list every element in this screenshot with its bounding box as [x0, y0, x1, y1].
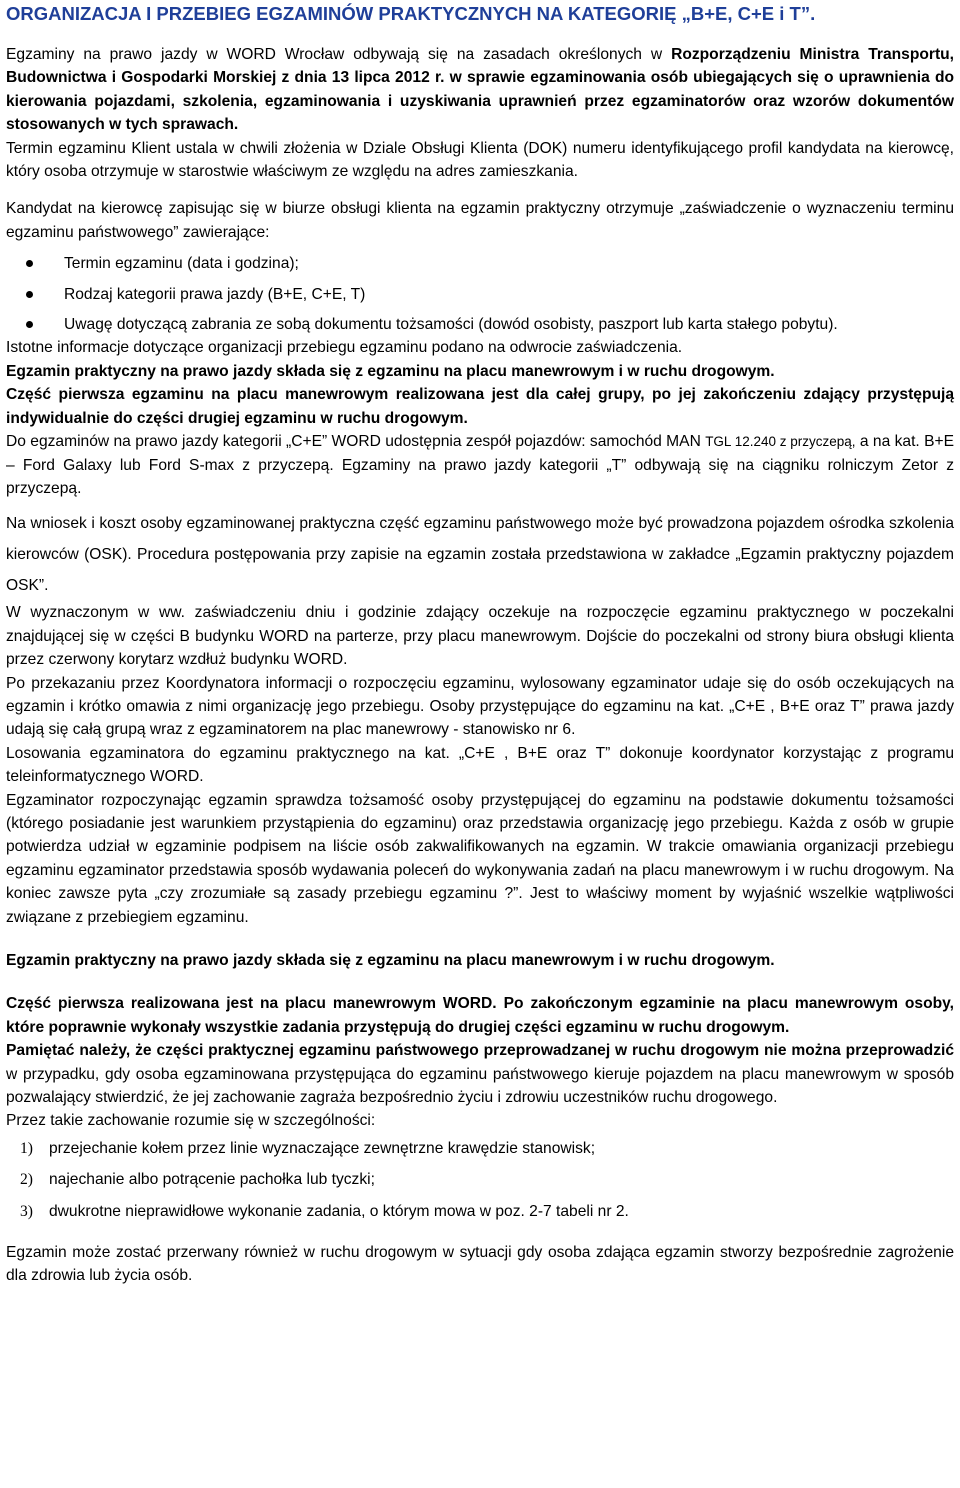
vehicles-text: Do egzaminów na prawo jazdy kategorii „C+E” WORD udostępnia zespół pojazdów: samochód MAN: [6, 433, 706, 451]
list-item-number: 2): [20, 1171, 33, 1189]
warning-paragraph: [6, 1039, 954, 1109]
behaviour-list: [6, 1137, 954, 1223]
page-title: ORGANIZACJA I PRZEBIEG EGZAMINÓW PRAKTYCZNYCH NA KATEGORIĘ „B+E, C+E i T”.: [6, 3, 816, 24]
coordinator-paragraph: Po przekazaniu przez Koordynatora informacji o rozpoczęciu egzaminu, wylosowany egzaminator udaje się do osób oczekujących na egzamin i krótko omawia z nimi organizację jego przebiegu. Osoby przystępujące do egzaminu na kat. „C+E , B+E oraz T” prawa jazdy udają się całą grupą wraz z egzaminatorem na plac manewrowy - stanowisko nr 6.: [6, 674, 954, 739]
list-item-text: Rodzaj kategorii prawa jazdy (B+E, C+E, T): [64, 285, 366, 303]
spacer: [6, 1231, 954, 1241]
waiting-room-paragraph: W wyznaczonym w ww. zaświadczeniu dniu i godzinie zdający oczekuje na rozpoczęcie egzaminu praktycznego w poczekalni znajdującej się w części B budynku WORD na parterze, przy placu manewrowym. Dojście do poczekalni od strony biura obsługi klienta przez czerwony korytarz wzdłuż budynku WORD.: [6, 604, 954, 669]
examiner-paragraph: Egzaminator rozpoczynając egzamin sprawdza tożsamość osoby przystępującej do egzaminu na podstawie dokumentu tożsamości (którego posiadanie jest warunkiem przystąpienia do egzaminu) oraz przedstawia organizację jego przebiegu. Każda z osób w grupie potwierdza udział w egzaminie podpisem na liście osób zakwalifikowanych na egzamin. W trakcie omawiania organizacji przebiegu egzaminu egzaminator przedstawia sposób wydawania poleceń do wykonywania zadań na placu manewrowym i w ruchu drogowym. Na koniec zawsze pyta „czy zrozumiałe są zasady przebiegu egzaminu ?”. Jest to właściwy moment by wyjaśnić wszelkie wątpliwości związane z przebiegiem egzaminu.: [6, 791, 954, 926]
regulation-reference: Rozporządzeniu Ministra Transportu, Budownictwa i Gospodarki Morskiej z dnia 13 lipca 2012 r. w sprawie egzaminowania osób ubiegających się o uprawnienia do kierowania pojazdami, szkolenia, egzaminowania i uzyskiwania uprawnień przez egzaminatorów oraz wzorów dokumentów stosowanych w tych sprawach.: [6, 46, 954, 134]
list-item: [6, 1137, 954, 1160]
bullet-icon: [26, 321, 33, 328]
list-item-text: przejechanie kołem przez linie wyznaczające zewnętrzne krawędzie stanowisk;: [49, 1139, 596, 1157]
list-item-text: najechanie albo potrącenie pachołka lub tyczki;: [49, 1171, 375, 1189]
final-paragraph: Egzamin może zostać przerwany również w ruchu drogowym w sytuacji gdy osoba zdająca egzamin stworzy bezpośrednie zagrożenie dla zdrowia lub życia osób.: [6, 1244, 954, 1285]
list-item-number: 3): [20, 1202, 33, 1220]
spacer: [6, 972, 954, 992]
list-item: [6, 313, 954, 336]
info-paragraph: Istotne informacje dotyczące organizacji przebiegu egzaminu podano na odwrocie zaświadczenia.: [6, 339, 683, 357]
behaviour-intro: Przez takie zachowanie rozumie się w szczególności:: [6, 1112, 376, 1130]
list-item: [6, 1200, 954, 1223]
warning-text-rest: w przypadku, gdy osoba egzaminowana przystępująca do egzaminu państwowego kieruje pojazdem na placu manewrowym w sposób pozwalający stwierdzić, że jej zachowanie zagraża bezpośrednio życiu i zdrowiu uczestników ruchu drogowego.: [6, 1065, 954, 1107]
exam-date-paragraph: Termin egzaminu Klient ustala w chwili złożenia w Dziale Obsługi Klienta (DOK) numeru identyfikującego profil kandydata na kierowcę, który osoba otrzymuje w starostwie właściwym ze względu na adres zamieszkania.: [6, 139, 954, 181]
intro-paragraph: [6, 43, 954, 137]
list-item-text: Termin egzaminu (data i godzina);: [64, 255, 299, 273]
list-item-number: 1): [20, 1139, 33, 1157]
examiner-draw-paragraph: Losowania egzaminatora do egzaminu praktycznego na kat. „C+E , B+E oraz T” dokonuje koordynator korzystając z programu teleinformatycznego WORD.: [6, 744, 954, 786]
list-item-text: dwukrotne nieprawidłowe wykonanie zadania, o którym mowa w poz. 2-7 tabeli nr 2.: [49, 1202, 629, 1220]
exam-structure-paragraph: Egzamin praktyczny na prawo jazdy składa się z egzaminu na placu manewrowym i w ruchu drogowym.: [6, 362, 775, 380]
bullet-icon: [26, 291, 33, 298]
spacer: [6, 183, 954, 197]
vehicles-paragraph: [6, 430, 954, 500]
warning-text: Pamiętać należy, że części praktycznej egzaminu państwowego przeprowadzanej w ruchu drogowym nie można przeprowadzić: [6, 1042, 954, 1060]
exam-structure-paragraph-2: Egzamin praktyczny na prawo jazdy składa się z egzaminu na placu manewrowym i w ruchu drogowym.: [6, 952, 775, 969]
vehicles-text-rest: a na kat. B+E – Ford Galaxy lub Ford S-max z przyczepą. Egzaminy na prawo jazdy kategorii „T” odbywają się na ciągniku rolniczym Zetor z przyczepą.: [6, 433, 955, 497]
first-part-paragraph: Część pierwsza realizowana jest na placu manewrowym WORD. Po zakończonym egzaminie na placu manewrowym osoby, które poprawnie wykonały wszystkie zadania przystępują do drugiej części egzaminu w ruchu drogowym.: [6, 995, 954, 1036]
list-item: [6, 283, 954, 306]
osk-paragraph: Na wniosek i koszt osoby egzaminowanej praktyczna część egzaminu państwowego może być prowadzona pojazdem ośrodka szkolenia kierowców (OSK). Procedura postępowania przy zapisie na egzamin została przedstawiona w zakładce „Egzamin praktyczny pojazdem OSK”.: [6, 515, 954, 595]
list-item: [6, 1168, 954, 1191]
list-item-text: Uwagę dotyczącą zabrania ze sobą dokumentu tożsamości (dowód osobisty, paszport lub karta stałego pobytu).: [64, 316, 838, 334]
spacer: [6, 500, 954, 508]
certificate-contents-list: [6, 252, 954, 336]
spacer: [6, 244, 954, 252]
bullet-icon: [26, 260, 33, 267]
vehicle-model: TGL 12.240 z przyczepą,: [705, 434, 856, 450]
intro-text: Egzaminy na prawo jazdy w WORD Wrocław odbywają się na zasadach określonych w: [6, 46, 672, 63]
list-item: [6, 252, 954, 275]
spacer: [6, 929, 954, 949]
certificate-paragraph: Kandydat na kierowcę zapisując się w biurze obsługi klienta na egzamin praktyczny otrzymuje „zaświadczenie o wyznaczeniu terminu egzaminu państwowego” zawierające:: [6, 200, 954, 241]
exam-parts-paragraph: Część pierwsza egzaminu na placu manewrowym realizowana jest dla całej grupy, po jej zakończeniu zdający przystępują indywidualnie do części drugiej egzaminu w ruchu drogowym.: [6, 386, 954, 427]
